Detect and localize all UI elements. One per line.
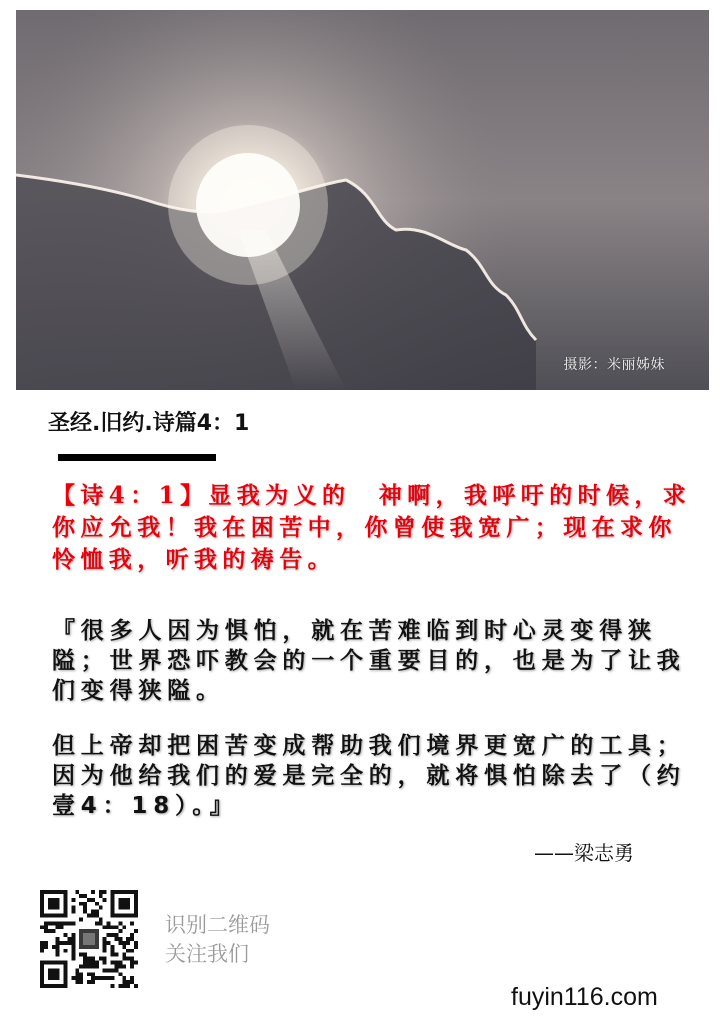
qr-caption-line-2: 关注我们 [165,942,249,966]
photo-credit: 摄影：米丽姊妹 [563,357,665,373]
qr-code-icon[interactable] [40,890,138,988]
sunlit-cloud-image [16,10,709,390]
sky-photo [16,10,709,390]
author-signature: ——梁志勇 [534,841,634,865]
page-title: 圣经.旧约.诗篇4：1 [48,411,250,436]
commentary-paragraph-2: 但上帝却把困苦变成帮助我们境界更宽广的工具；因为他给我们的爱是完全的，就将惧怕除去了（约壹4：18）。』 [52,733,686,819]
site-url[interactable]: fuyin116.com [511,983,658,1011]
scripture-verse: 【诗4：1】显我为义的 神啊，我呼吁的时候，求你应允我！我在困苦中，你曾使我宽广；现在求你怜恤我，听我的祷告。 [52,482,692,573]
title-underline [58,454,216,461]
commentary-paragraph-1: 『很多人因为惧怕，就在苦难临到时心灵变得狭隘；世界恐吓教会的一个重要目的，也是为了让我们变得狭隘。 [52,618,686,704]
qr-caption [165,911,270,969]
qr-caption-line-1: 识别二维码 [165,913,270,937]
